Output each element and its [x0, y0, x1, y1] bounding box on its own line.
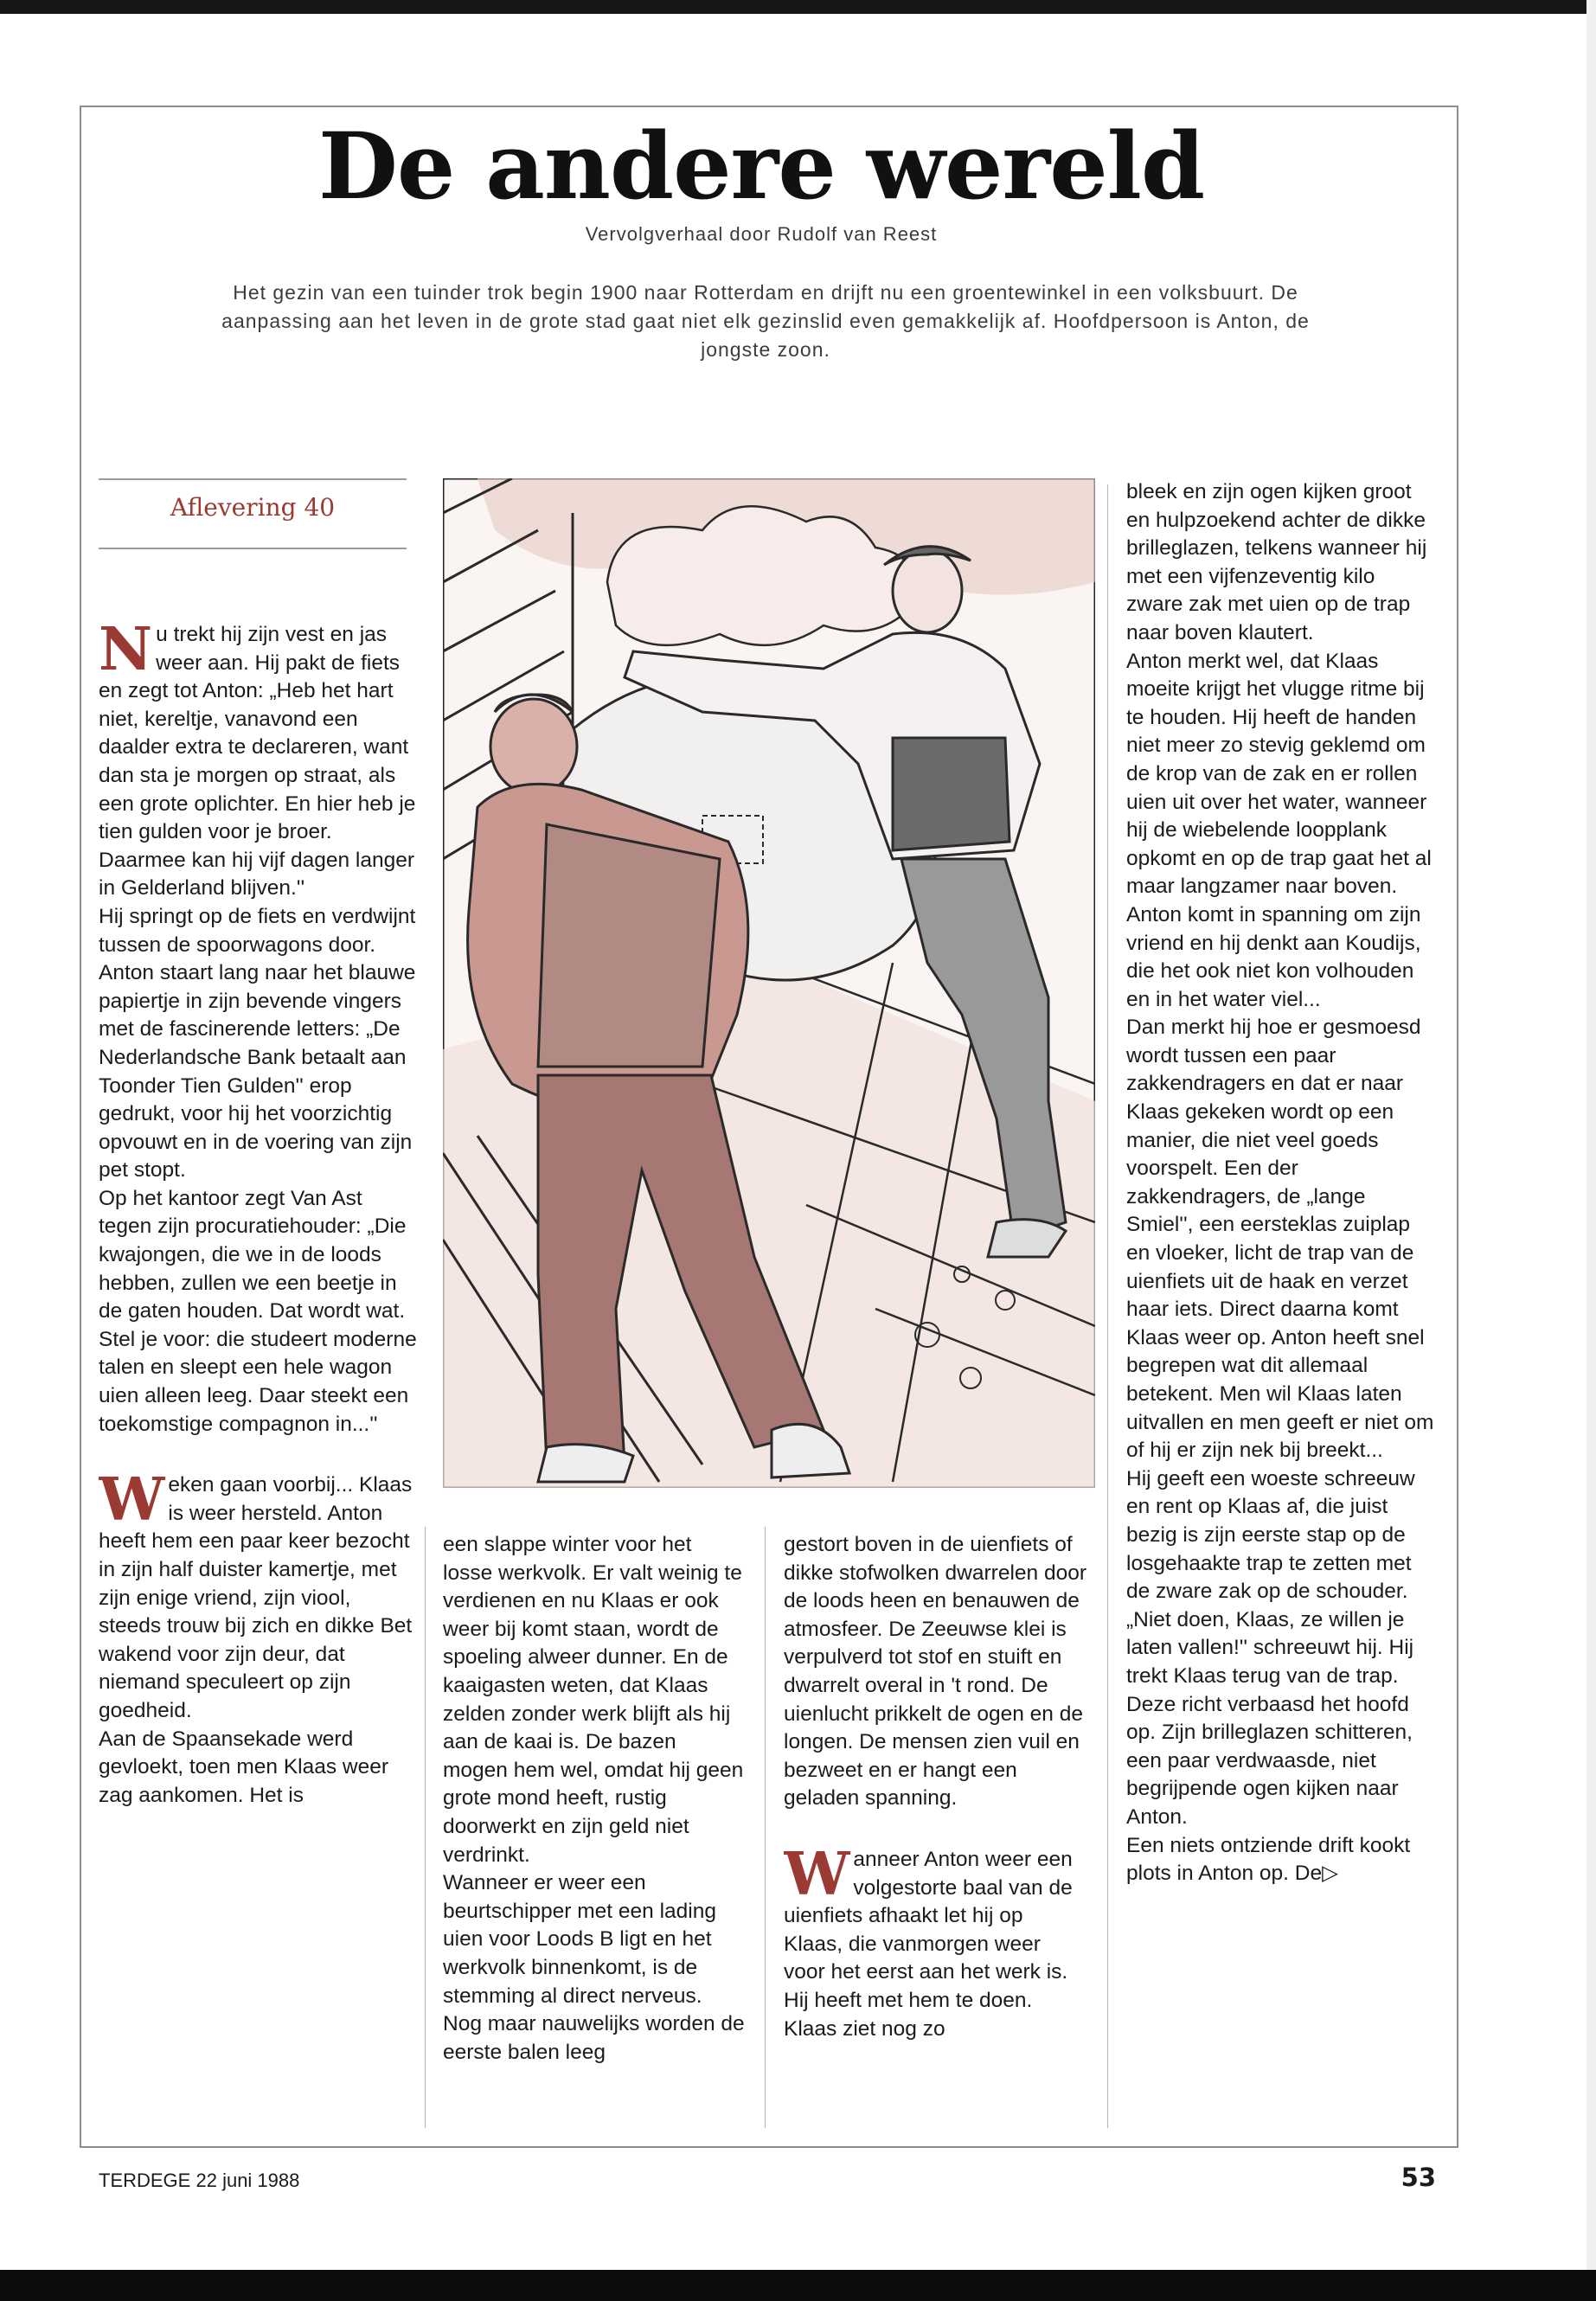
paragraph: Aan de Spaansekade werd gevloekt, toen men Klaas weer zag aankomen. Het is	[99, 1727, 389, 1807]
paragraph-text: Een niets ontziende drift kookt plots in Anton op. De	[1126, 1833, 1411, 1886]
magazine-name: TERDEGE	[99, 2170, 191, 2191]
paragraph: Anton merkt wel, dat Klaas moeite krijgt het vlugge ritme bij te houden. Hij heeft de handen niet meer zo stevig geklemd om de krop van de zak en er rollen uien uit over het water, wanneer hij de wiebelende loopplank opkomt en op de trap gaat het al maar langzamer naar boven.	[1126, 649, 1432, 899]
paragraph: bleek en zijn ogen kijken groot en hulpzoekend achter de dikke brilleglazen, telkens wanneer hij met een vijfenzeventig kilo zware zak met uien op de trap naar boven klautert.	[1126, 480, 1427, 644]
paragraph-text: anneer Anton weer een volgestorte baal van de uienfiets afhaakt let hij op Klaas, die vanmorgen weer voor het eerst aan het werk is. Hij heeft met hem te doen. Klaas ziet nog zo	[784, 1847, 1073, 2041]
page-number: 53	[1401, 2163, 1436, 2192]
paragraph	[99, 1465, 417, 1725]
top-scan-edge	[0, 0, 1596, 14]
paragraph-text: eken gaan voorbij... Klaas is weer hersteld. Anton heeft hem een paar keer bezocht in zijn half duister kamertje, met zijn enige vriend, zijn viool, steeds trouw bij zich en dikke Bet wakend voor zijn deur, dat niemand speculeert op zijn goedheid.	[99, 1473, 413, 1722]
episode-label: Aflevering 40	[170, 493, 336, 522]
byline: Vervolgverhaal door Rudolf van Reest	[585, 223, 938, 245]
paragraph	[784, 1839, 1086, 2043]
text-column-3	[784, 1531, 1086, 2128]
paragraph: Hij springt op de fiets en verdwijnt tussen de spoorwagons door.	[99, 904, 416, 957]
column-divider	[1107, 484, 1108, 2128]
episode-rule-top	[99, 478, 407, 480]
paragraph: gestort boven in de uienfiets of dikke stofwolken dwarrelen door de loods heen en benauwen de atmosfeer. De Zeeuwse klei is verpulverd tot stof en stuift en dwarrelt overal in 't rond. De uienlucht prikkelt de ogen en de longen. De mensen zien vuil en bezweet en er hangt een geladen spanning.	[784, 1533, 1086, 1811]
paragraph: Anton staart lang naar het blauwe papiertje in zijn bevende vingers met de fascinerende letters: „De Nederlandsche Bank betaalt aan Toonder Tien Gulden'' erop gedrukt, voor hij het voorzichtig opvouwt en in de voering van zijn pet stopt.	[99, 961, 416, 1183]
text-column-4	[1126, 478, 1436, 2129]
episode-rule-bottom	[99, 548, 407, 549]
text-column-2	[443, 1531, 746, 2128]
article-title: De andere wereld	[317, 112, 1205, 220]
drop-cap: W	[99, 1465, 165, 1535]
continue-arrow-icon: ▷	[1322, 1862, 1338, 1886]
paragraph	[99, 621, 417, 903]
footer-magazine-date	[99, 2170, 299, 2192]
issue-date: 22 juni 1988	[195, 2170, 300, 2191]
article-intro: Het gezin van een tuinder trok begin 1900 naar Rotterdam en drijft nu een groentewinkel in een volksbuurt. De aanpassing aan het leven in de grote stad gaat niet elk gezinslid even gemakkelijk af. Hoofdpersoon is Anton, de jongste zoon.	[221, 281, 1310, 361]
drop-cap: W	[784, 1839, 850, 1909]
paragraph-text: u trekt hij zijn vest en jas weer aan. Hij pakt de fiets en zegt tot Anton: „Heb het hart niet, kereltje, vanavond een daalder extra te declareren, want dan sta je morgen op straat, als een grote oplichter. En hier heb je tien gulden voor je broer. Daarmee kan hij vijf dagen langer in Gelderland blijven.''	[99, 623, 416, 901]
paragraph: „Niet doen, Klaas, ze willen je laten vallen!'' schreeuwt hij. Hij trekt Klaas terug van de trap. Deze richt verbaasd het hoofd op. Zijn brilleglazen schitteren, een paar verdwaasde, niet begrijpende ogen kijken naar Anton.	[1126, 1607, 1414, 1829]
paragraph: Wanneer er weer een beurtschipper met een lading uien voor Loods B ligt en het werkvolk binnenkomt, is de stemming al direct nerveus.	[443, 1871, 716, 2008]
text-column-1	[99, 621, 417, 2128]
right-scan-edge	[1586, 0, 1596, 2301]
paragraph: Dan merkt hij hoe er gesmoesd wordt tussen een paar zakkendragers en dat er naar Klaas gekeken wordt op een manier, die niet veel goeds voorspelt. Een der zakkendragers, de „lange Smiel'', een eersteklas zuiplap en vloeker, licht de trap van de uienfiets uit de haak en verzet haar iets. Direct daarna komt Klaas weer op. Anton heeft snel begrepen wat dit allemaal betekent. Men wil Klaas laten uitvallen en men geeft er niet om of hij er zijn nek bij breekt...	[1126, 1016, 1434, 1463]
bottom-scan-edge	[0, 2270, 1596, 2301]
paragraph: Anton komt in spanning om zijn vriend en hij denkt aan Koudijs, die het ook niet kon volhouden en in het water viel...	[1126, 902, 1421, 1011]
paragraph: Hij geeft een woeste schreeuw en rent op Klaas af, die juist bezig is zijn eerste stap op de losgehaakte trap te zetten met de zware zak op de schouder.	[1126, 1466, 1415, 1604]
column-divider	[425, 1527, 426, 2128]
paragraph: Nog maar nauwelijks worden de eerste balen leeg	[443, 2012, 745, 2064]
paragraph: Op het kantoor zegt Van Ast tegen zijn procuratiehouder: „Die kwajongen, die we in de loods hebben, zullen we een beetje in de gaten houden. Dat wordt wat. Stel je voor: die studeert moderne talen en sleept een hele wagon uien alleen leeg. Daar steekt een toekomstige compagnon in...''	[99, 1186, 417, 1436]
paragraph	[1126, 1832, 1436, 1888]
illustration-warehouse-workers	[443, 478, 1095, 1488]
drop-cap: N	[99, 621, 153, 684]
column-divider	[765, 1527, 766, 2128]
paragraph: een slappe winter voor het losse werkvolk. Er valt weinig te verdienen en nu Klaas er ook weer bij komt staan, wordt de spoeling alweer dunner. En de kaaigasten weten, dat Klaas zelden zonder werk blijft als hij aan de kaai is. De bazen mogen hem wel, omdat hij geen grote mond heeft, rustig doorwerkt en zijn geld niet verdrinkt.	[443, 1533, 744, 1867]
